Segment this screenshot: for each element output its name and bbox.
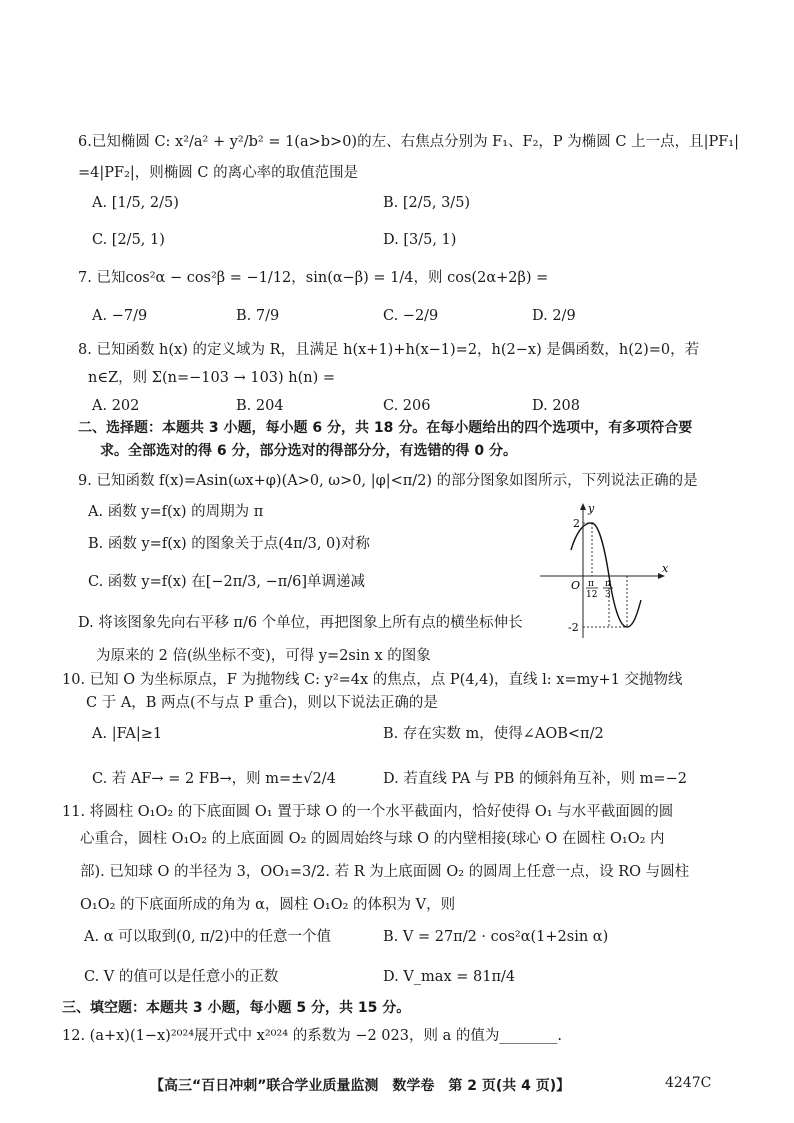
q9-option-d-line2: 为原来的 2 倍(纵坐标不变)，可得 y=2sin x 的图象 — [96, 648, 431, 664]
q8-option-c: C. 206 — [383, 398, 431, 414]
section2-heading-line1: 二、选择题：本题共 3 小题，每小题 6 分，共 18 分。在每小题给出的四个选项中，有多项符合要 — [78, 420, 693, 436]
q7-option-d: D. 2/9 — [532, 308, 576, 324]
q7-option-c: C. −2/9 — [383, 308, 439, 324]
q10-option-d: D. 若直线 PA 与 PB 的倾斜角互补，则 m=−2 — [383, 771, 687, 787]
q11-option-b: B. V = 27π/2 · cos²α(1+2sin α) — [383, 929, 609, 945]
q9-option-d-line1: D. 将该图象先向右平移 π/6 个单位，再把图象上所有点的横坐标伸长 — [78, 615, 523, 631]
page-footer: 【高三“百日冲刺”联合学业质量监测 数学卷 第 2 页(共 4 页)】 — [150, 1078, 571, 1094]
q7-option-a: A. −7/9 — [92, 308, 148, 324]
q8-option-a: A. 202 — [92, 398, 140, 414]
q8-stem-line2: n∈Z，则 Σ(n=−103 → 103) h(n) = — [88, 370, 336, 386]
q6-option-a: A. [1/5, 2/5) — [92, 195, 179, 211]
q11-option-c: C. V 的值可以是任意小的正数 — [84, 969, 279, 985]
paper-code: 4247C — [665, 1075, 712, 1091]
section2-heading-line2: 求。全部选对的得 6 分，部分选对的得部分分，有选错的得 0 分。 — [100, 443, 517, 459]
x-tick-pi12-den: 12 — [586, 590, 598, 600]
q9-option-b: B. 函数 y=f(x) 的图象关于点(4π/3, 0)对称 — [88, 536, 370, 552]
q10-option-b: B. 存在实数 m，使得∠AOB<π/2 — [383, 726, 604, 742]
q9-stem: 9. 已知函数 f(x)=Asin(ωx+φ)(A>0, ω>0, |φ|<π/2) 的部分图象如图所示，下列说法正确的是 — [78, 473, 698, 489]
q6-stem-line1: 6.已知椭圆 C: x²/a² + y²/b² = 1(a>b>0)的左、右焦点分别为 F₁、F₂，P 为椭圆 C 上一点，且|PF₁| — [78, 134, 740, 150]
x-tick-pi12-num: π — [588, 579, 594, 589]
y-axis-arrow-icon — [580, 503, 586, 510]
q9-sine-graph — [535, 500, 670, 640]
q7-stem: 7. 已知cos²α − cos²β = −1/12，sin(α−β) = 1/4，则 cos(2α+2β) = — [78, 270, 549, 286]
q8-option-b: B. 204 — [236, 398, 284, 414]
q10-line2: C 于 A，B 两点(不与点 P 重合)，则以下说法正确的是 — [86, 695, 438, 711]
y-tick-top: 2 — [573, 517, 580, 530]
q11-option-a: A. α 可以取到(0, π/2)中的任意一个值 — [84, 929, 331, 945]
q7-option-b: B. 7/9 — [236, 308, 280, 324]
q9-option-a: A. 函数 y=f(x) 的周期为 π — [88, 504, 264, 520]
section3-heading: 三、填空题：本题共 3 小题，每小题 5 分，共 15 分。 — [62, 1000, 411, 1016]
x-tick-pi3-den: 3 — [605, 590, 611, 600]
x-axis-label: x — [662, 562, 669, 575]
q11-line4: O₁O₂ 的下底面所成的角为 α，圆柱 O₁O₂ 的体积为 V，则 — [80, 897, 456, 913]
q12-stem: 12. (a+x)(1−x)²⁰²⁴展开式中 x²⁰²⁴ 的系数为 −2 023，则 a 的值为________. — [62, 1028, 562, 1044]
q10-option-a: A. |FA|≥1 — [92, 726, 163, 742]
q8-stem-line1: 8. 已知函数 h(x) 的定义域为 R，且满足 h(x+1)+h(x−1)=2，h(2−x) 是偶函数，h(2)=0，若 — [78, 342, 700, 358]
sine-curve — [571, 523, 641, 627]
q6-stem-line2: =4|PF₂|，则椭圆 C 的离心率的取值范围是 — [78, 165, 359, 181]
q8-option-d: D. 208 — [532, 398, 581, 414]
q9-option-c: C. 函数 y=f(x) 在[−2π/3, −π/6]单调递减 — [88, 574, 366, 590]
q10-option-c: C. 若 AF→ = 2 FB→，则 m=±√2/4 — [92, 771, 336, 787]
q6-option-c: C. [2/5, 1) — [92, 232, 165, 248]
q6-option-d: D. [3/5, 1) — [383, 232, 457, 248]
q11-line2: 心重合，圆柱 O₁O₂ 的上底面圆 O₂ 的圆周始终与球 O 的内壁相接(球心 O 在圆柱 O₁O₂ 内 — [80, 831, 665, 847]
q6-option-b: B. [2/5, 3/5) — [383, 195, 471, 211]
q11-option-d: D. V_max = 81π/4 — [383, 969, 516, 985]
origin-label: O — [571, 579, 581, 592]
y-axis-label: y — [588, 502, 595, 515]
y-tick-bottom: -2 — [568, 621, 579, 634]
q11-line3: 部). 已知球 O 的半径为 3，OO₁=3/2. 若 R 为上底面圆 O₂ 的圆周上任意一点，设 RO 与圆柱 — [80, 864, 690, 880]
x-tick-pi3-num: π — [605, 579, 611, 589]
q11-line1: 11. 将圆柱 O₁O₂ 的下底面圆 O₁ 置于球 O 的一个水平截面内，恰好使得 O₁ 与水平截面圆的圆 — [62, 804, 674, 820]
q10-line1: 10. 已知 O 为坐标原点，F 为抛物线 C: y²=4x 的焦点，点 P(4,4)，直线 l: x=my+1 交抛物线 — [62, 672, 683, 688]
